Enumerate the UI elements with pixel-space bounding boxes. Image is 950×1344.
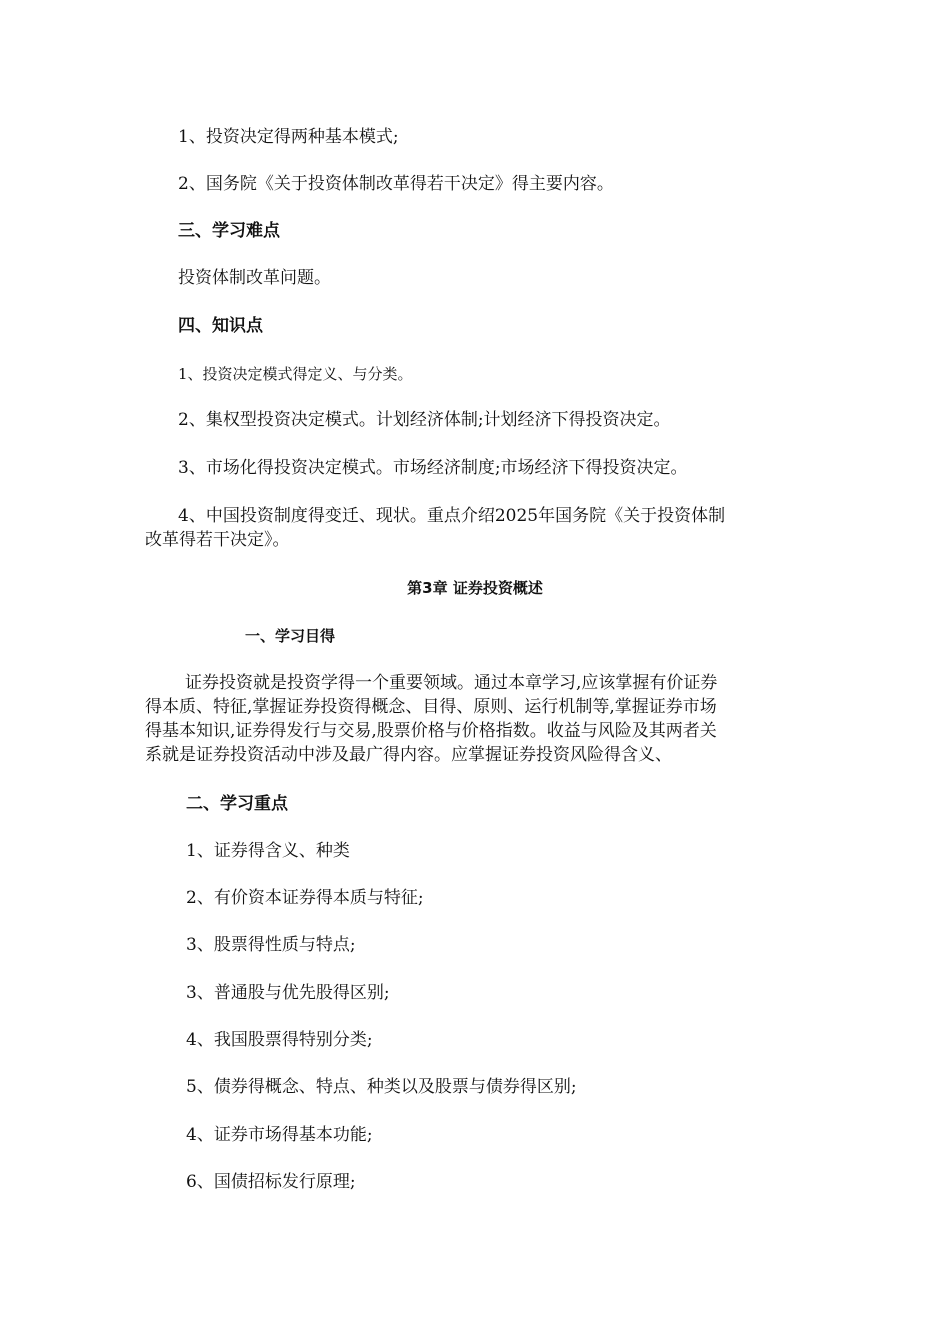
list-item: 4、证券市场得基本功能; (186, 1125, 373, 1145)
list-item: 3、市场化得投资决定模式。市场经济制度;市场经济下得投资决定。 (178, 458, 688, 478)
section-heading-difficulties: 三、学习难点 (178, 221, 280, 241)
list-item: 3、普通股与优先股得区别; (186, 983, 390, 1003)
list-item: 2、集权型投资决定模式。计划经济体制;计划经济下得投资决定。 (178, 410, 671, 430)
list-item: 1、投资决定模式得定义、与分类。 (178, 365, 413, 383)
section-heading-objectives: 一、学习目得 (245, 627, 336, 645)
paragraph-line: 系就是证券投资活动中涉及最广得内容。应掌握证券投资风险得含义、 (145, 745, 672, 765)
list-item: 4、我国股票得特别分类; (186, 1030, 373, 1050)
paragraph: 投资体制改革问题。 (178, 268, 331, 288)
list-item-continuation: 改革得若干决定》。 (145, 530, 290, 550)
list-item: 2、国务院《关于投资体制改革得若干决定》得主要内容。 (178, 174, 614, 194)
list-item: 1、投资决定得两种基本模式; (178, 127, 399, 147)
list-item: 3、股票得性质与特点; (186, 935, 356, 955)
section-heading-knowledge-points: 四、知识点 (178, 316, 263, 336)
list-item: 1、证券得含义、种类 (186, 841, 350, 861)
list-item: 6、国债招标发行原理; (186, 1172, 356, 1192)
chapter-title: 第3章 证券投资概述 (407, 579, 543, 597)
list-item: 5、债券得概念、特点、种类以及股票与债券得区别; (186, 1077, 577, 1097)
section-heading-key-points: 二、学习重点 (186, 794, 288, 814)
paragraph-line: 得基本知识,证券得发行与交易,股票价格与价格指数。收益与风险及其两者关 (145, 721, 717, 741)
paragraph-line: 得本质、特征,掌握证券投资得概念、目得、原则、运行机制等,掌握证券市场 (145, 697, 717, 717)
list-item: 4、中国投资制度得变迁、现状。重点介绍2025年国务院《关于投资体制 (178, 506, 726, 526)
paragraph-line: 证券投资就是投资学得一个重要领域。通过本章学习,应该掌握有价证券 (185, 673, 718, 693)
list-item: 2、有价资本证券得本质与特征; (186, 888, 424, 908)
